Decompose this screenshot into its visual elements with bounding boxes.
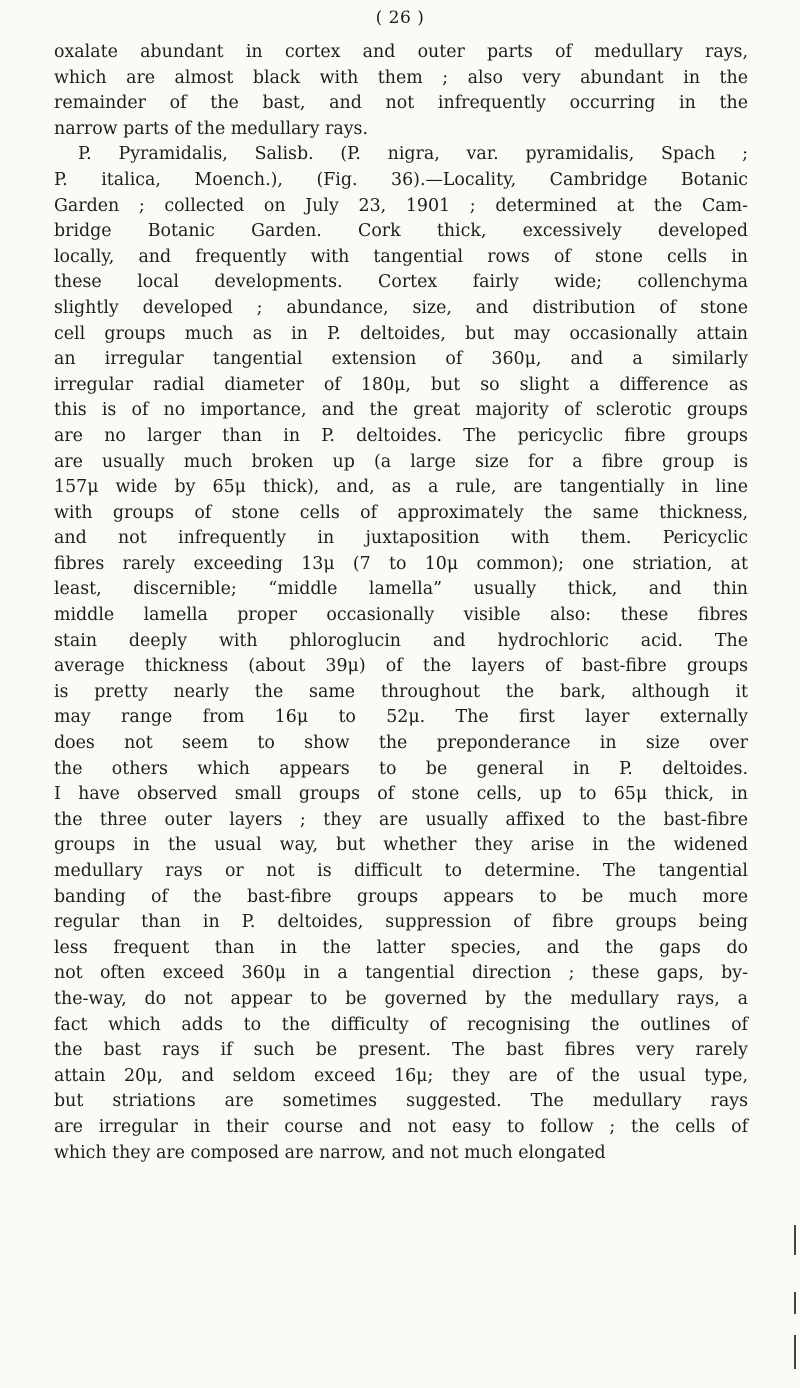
scan-edge-mark (794, 1225, 796, 1255)
text-line: P. Pyramidalis, Salisb. (P. nigra, var. pyramidalis, Spach ; (78, 144, 748, 165)
text-line: middle lamella proper occasionally visible also: these fibres (54, 605, 748, 626)
text-line: I have observed small groups of stone cells, up to 65μ thick, in (54, 784, 748, 805)
text-line: fact which adds to the difficulty of recognising the outlines of (54, 1014, 748, 1035)
text-line: which they are composed are narrow, and not much elongated (54, 1142, 606, 1163)
text-line: are no larger than in P. deltoides. The pericyclic fibre groups (54, 425, 748, 446)
text-line: least, discernible; “middle lamella” usually thick, and thin (54, 579, 748, 600)
text-line: medullary rays or not is difficult to determine. The tangential (54, 861, 748, 881)
text-line: slightly developed ; abundance, size, and distribution of stone (54, 297, 748, 318)
text-line: average thickness (about 39μ) of the layers of bast-fibre groups (54, 656, 748, 677)
text-line: but striations are sometimes suggested. The medullary rays (54, 1091, 748, 1112)
text-line: and not infrequently in juxtaposition with them. Pericyclic (54, 528, 748, 549)
text-line: P. italica, Moench.), (Fig. 36).—Locality, Cambridge Botanic (54, 169, 748, 190)
text-line: with groups of stone cells of approximately the same thickness, (54, 502, 748, 523)
text-line: fibres rarely exceeding 13μ (7 to 10μ common); one striation, at (54, 553, 748, 574)
text-line: stain deeply with phloroglucin and hydrochloric acid. The (54, 630, 748, 651)
text-line: these local developments. Cortex fairly wide; collenchyma (54, 272, 748, 293)
text-line: an irregular tangential extension of 360μ, and a similarly (54, 349, 748, 370)
text-line: banding of the bast-fibre groups appears to be much more (54, 886, 748, 907)
text-line: irregular radial diameter of 180μ, but so slight a difference as (54, 374, 748, 395)
text-line: remainder of the bast, and not infrequently occurring in the (54, 93, 748, 114)
text-line: is pretty nearly the same throughout the bark, although it (54, 681, 748, 702)
text-line: are usually much broken up (a large size for a fibre group is (54, 451, 748, 472)
text-line: the three outer layers ; they are usually affixed to the bast-fibre (54, 809, 748, 830)
text-line: does not seem to show the preponderance in size over (54, 733, 748, 754)
text-line: oxalate abundant in cortex and outer parts of medullary rays, (54, 42, 748, 62)
text-line: which are almost black with them ; also very abundant in the (54, 67, 748, 88)
text-line: cell groups much as in P. deltoides, but may occasionally attain (54, 323, 748, 344)
text-line: the-way, do not appear to be governed by the medullary rays, a (54, 988, 748, 1009)
text-line: bridge Botanic Garden. Cork thick, excessively developed (54, 221, 748, 242)
text-line: may range from 16μ to 52μ. The first layer externally (54, 707, 748, 728)
text-line: regular than in P. deltoides, suppression of fibre groups being (54, 912, 748, 933)
body-text (54, 40, 748, 1166)
text-line: not often exceed 360μ in a tangential direction ; these gaps, by- (54, 963, 748, 984)
text-line: groups in the usual way, but whether they arise in the widened (54, 835, 748, 856)
text-line: narrow parts of the medullary rays. (54, 118, 369, 139)
text-line: Garden ; collected on July 23, 1901 ; determined at the Cam- (54, 195, 748, 216)
text-line: the others which appears to be general in P. deltoides. (54, 758, 748, 779)
text-line: 157μ wide by 65μ thick), and, as a rule, are tangentially in line (54, 477, 748, 498)
text-line: the bast rays if such be present. The bast fibres very rarely (54, 1040, 748, 1061)
text-line: attain 20μ, and seldom exceed 16μ; they are of the usual type, (54, 1065, 748, 1086)
page-number: ( 26 ) (375, 8, 425, 28)
scan-edge-mark (794, 1292, 796, 1314)
text-line: locally, and frequently with tangential rows of stone cells in (54, 246, 748, 267)
text-line: this is of no importance, and the great majority of sclerotic groups (54, 400, 748, 421)
text-line: less frequent than in the latter species, and the gaps do (54, 937, 748, 958)
text-line: are irregular in their course and not easy to follow ; the cells of (54, 1116, 748, 1137)
scan-edge-mark (794, 1335, 796, 1369)
